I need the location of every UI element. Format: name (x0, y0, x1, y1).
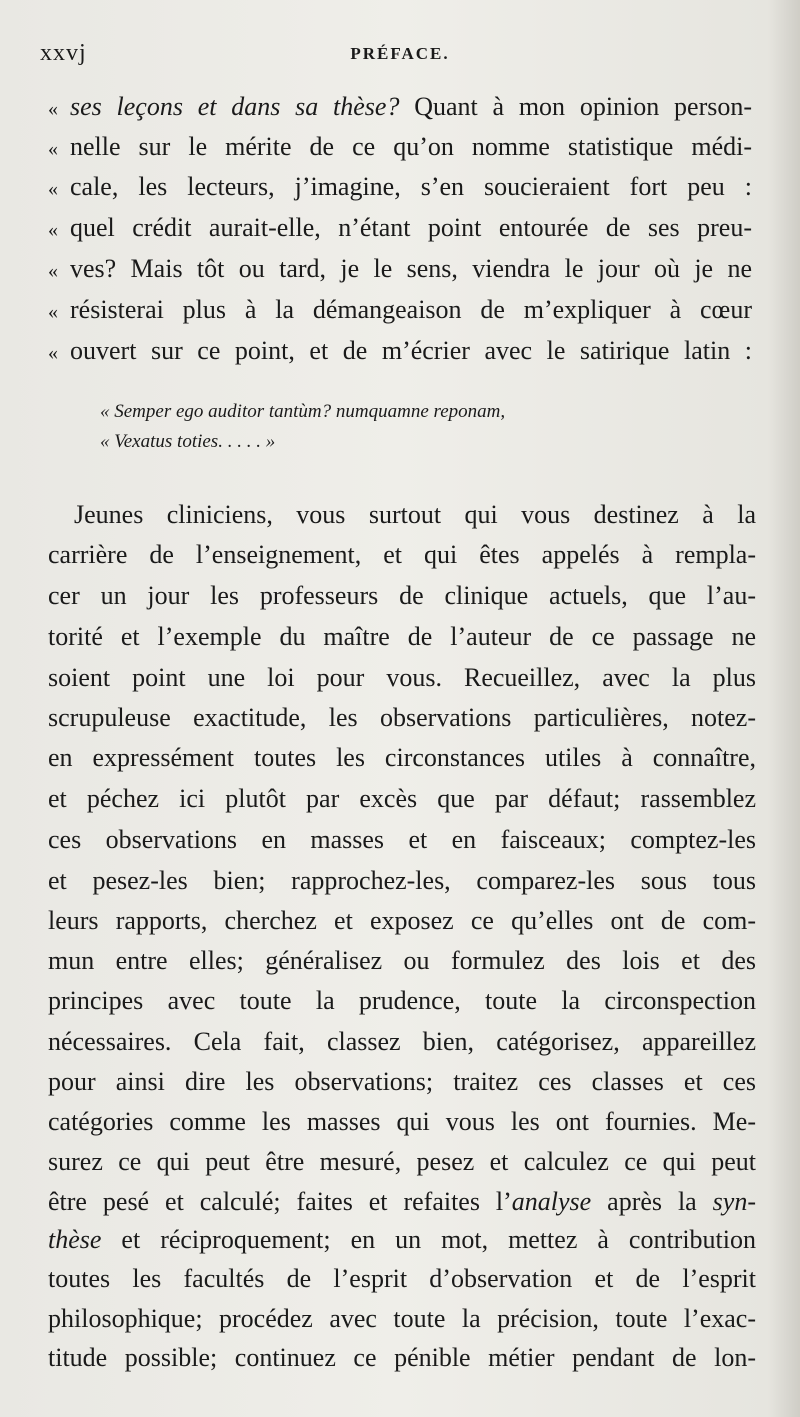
paragraph-line: et pesez-les bien; rapprochez-les, comparez-les sous tous (48, 866, 756, 895)
paragraph-line: Jeunes cliniciens, vous surtout qui vous destinez à la (74, 500, 756, 529)
latin-quote-line-2: « Vexatus toties. . . . . » (100, 431, 276, 452)
paragraph-line: et péchez ici plutôt par excès que par défaut; rassemblez (48, 784, 756, 813)
guillemet: « (48, 178, 58, 200)
paragraph-line: cer un jour les professeurs de clinique actuels, que l’au- (48, 581, 756, 610)
italic-word: analyse (511, 1187, 592, 1216)
paragraph-line (48, 1220, 756, 1260)
quoted-line (48, 127, 756, 167)
italic-phrase: ses leçons et dans sa thèse? (70, 92, 400, 121)
paragraph-line: philosophique; procédez avec toute la précision, toute l’exac- (48, 1304, 756, 1333)
quoted-line-text: nelle sur le mérite de ce qu’on nomme statistique médi- (70, 132, 752, 161)
paragraph-line: ces observations en masses et en faisceaux; comptez-les (48, 825, 756, 854)
italic-word: thèse (48, 1225, 102, 1254)
guillemet: « (48, 301, 58, 323)
paragraph-line: en expressément toutes les circonstances utiles à connaître, (48, 743, 756, 772)
latin-quote-line-1: « Semper ego auditor tantùm? numquamne reponam, (100, 401, 506, 422)
quoted-line-text: quel crédit aurait-elle, n’étant point entourée de ses preu- (70, 213, 752, 242)
running-head: PRÉFACE. (350, 44, 450, 63)
paragraph-line: toutes les facultés de l’esprit d’observation et de l’esprit (48, 1264, 756, 1293)
paragraph-line: nécessaires. Cela fait, classez bien, catégorisez, appareillez (48, 1027, 756, 1056)
quoted-line-text: résisterai plus à la démangeaison de m’expliquer à cœur (70, 295, 752, 324)
italic-word: syn- (712, 1187, 756, 1216)
paragraph-line: catégories comme les masses qui vous les ont fournies. Me- (48, 1107, 756, 1136)
quoted-line-text (70, 87, 752, 127)
quoted-line (48, 87, 756, 127)
paragraph-line: torité et l’exemple du maître de l’auteur de ce passage ne (48, 622, 756, 651)
guillemet: « (48, 219, 58, 241)
paragraph-line: scrupuleuse exactitude, les observations particulières, notez- (48, 703, 756, 732)
text-run: et réciproquement; en un mot, mettez à contribution (101, 1225, 756, 1254)
quoted-line (48, 208, 756, 248)
quoted-line-text: cale, les lecteurs, j’imagine, s’en soucieraient fort peu : (70, 172, 752, 201)
text-run: après la (591, 1187, 713, 1216)
guillemet: « (48, 260, 58, 282)
quoted-line (48, 290, 756, 330)
quoted-line (48, 249, 756, 289)
quoted-line-rest: Quant à mon opinion person- (399, 92, 752, 121)
paragraph-line: principes avec toute la prudence, toute la circonspection (48, 986, 756, 1015)
guillemet: « (48, 342, 58, 364)
quoted-line-text: ves? Mais tôt ou tard, je le sens, viendra le jour où je ne (70, 254, 752, 283)
paragraph-line: surez ce qui peut être mesuré, pesez et calculez ce qui peut (48, 1147, 756, 1176)
paragraph-line: soient point une loi pour vous. Recueillez, avec la plus (48, 663, 756, 692)
paragraph-line (48, 1182, 756, 1222)
guillemet: « (48, 98, 58, 120)
paragraph-line: carrière de l’enseignement, et qui êtes appelés à rempla- (48, 540, 756, 569)
page-number: xxvj (40, 40, 87, 66)
quoted-line (48, 167, 756, 207)
quoted-line (48, 331, 756, 371)
guillemet: « (48, 138, 58, 160)
quoted-line-text: ouvert sur ce point, et de m’écrier avec le satirique latin : (70, 336, 752, 365)
paragraph-line: pour ainsi dire les observations; traitez ces classes et ces (48, 1067, 756, 1096)
paragraph-line: titude possible; continuez ce pénible métier pendant de lon- (48, 1343, 756, 1372)
page-header (40, 40, 760, 70)
text-run: être pesé et calculé; faites et refaites l’ (48, 1187, 512, 1216)
paragraph-line: mun entre elles; généralisez ou formulez des lois et des (48, 946, 756, 975)
paragraph-line: leurs rapports, cherchez et exposez ce qu’elles ont de com- (48, 906, 756, 935)
